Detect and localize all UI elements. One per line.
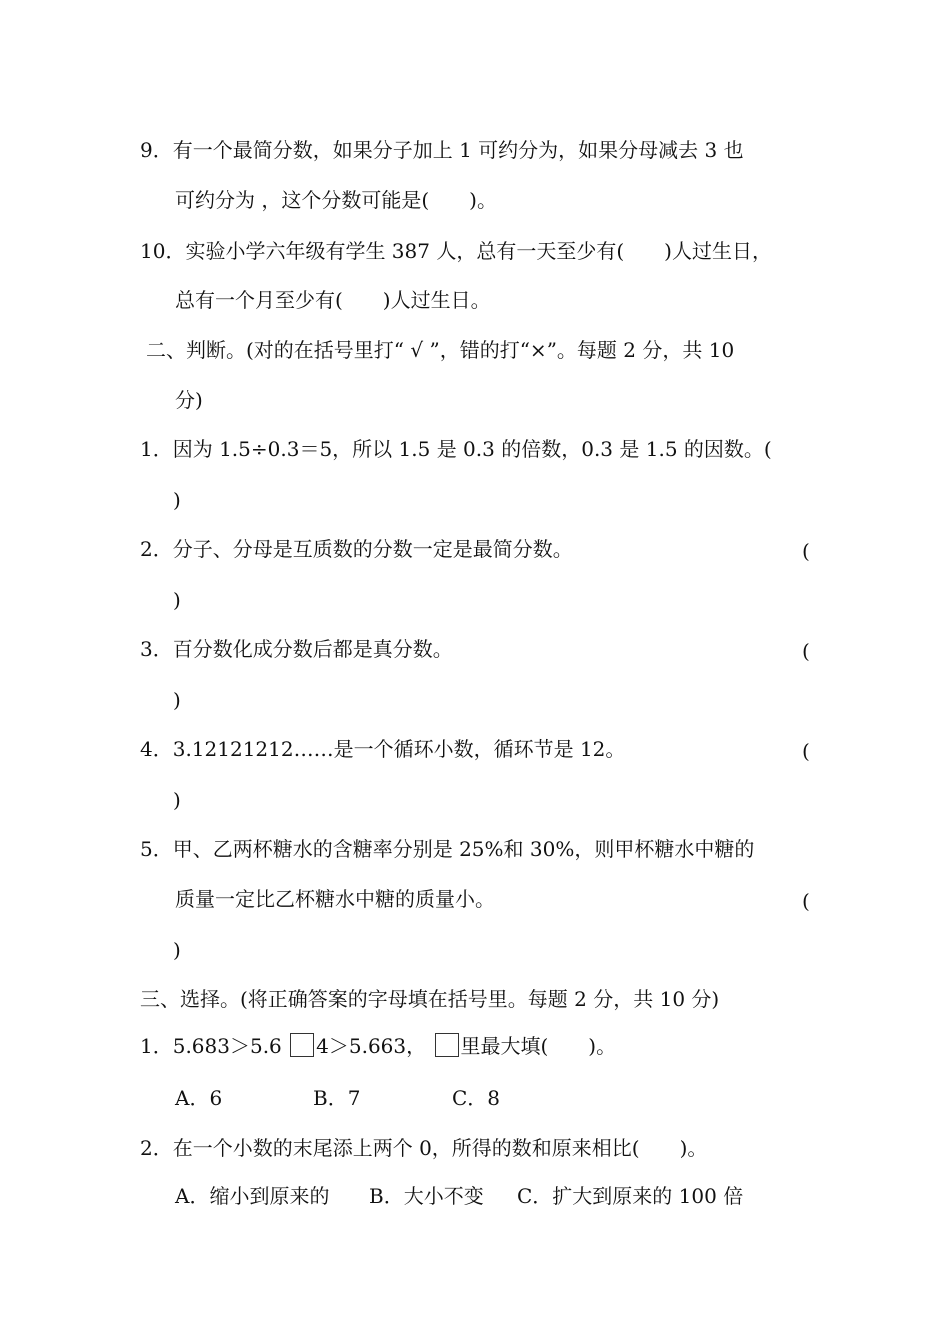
blank-box <box>290 1033 314 1057</box>
choice-q2-option-c: C．扩大到原来的 100 倍 <box>517 1184 744 1208</box>
choice-q2: 2．在一个小数的末尾添上两个 0，所得的数和原来相比( )。 <box>140 1136 708 1160</box>
choice-q1 <box>140 1033 616 1059</box>
judge-item-4-close: ) <box>173 788 181 812</box>
judge-item-5-open: ( <box>802 889 810 913</box>
section2-title-line1: 二、判断。(对的在括号里打“ √ ”，错的打“×”。每题 2 分，共 10 <box>146 338 735 362</box>
q9-line1: 9．有一个最简分数，如果分子加上 1 可约分为，如果分母减去 3 也 <box>140 138 744 162</box>
choice-q1-option-a: A．6 <box>175 1086 223 1110</box>
judge-item-3: 3．百分数化成分数后都是真分数。 <box>140 637 453 661</box>
choice-q1-part-b: 4＞5.663， <box>316 1034 427 1058</box>
choice-q1-part-c: 里最大填( )。 <box>460 1034 617 1058</box>
choice-q2-option-a: A．缩小到原来的 <box>175 1184 330 1208</box>
blank-box <box>435 1033 459 1057</box>
judge-item-5-close: ) <box>173 938 181 962</box>
judge-item-5: 5．甲、乙两杯糖水的含糖率分别是 25%和 30%，则甲杯糖水中糖的 <box>140 837 755 861</box>
q10-line1: 10．实验小学六年级有学生 387 人，总有一天至少有( )人过生日， <box>140 239 772 263</box>
section3-title: 三、选择。(将正确答案的字母填在括号里。每题 2 分，共 10 分) <box>140 987 720 1011</box>
q10-line2: 总有一个月至少有( )人过生日。 <box>175 288 491 312</box>
judge-item-2: 2．分子、分母是互质数的分数一定是最简分数。 <box>140 537 573 561</box>
choice-q1-option-b: B．7 <box>313 1086 361 1110</box>
choice-q1-part-a: 1．5.683＞5.6 <box>140 1034 282 1058</box>
judge-item-2-close: ) <box>173 588 181 612</box>
judge-item-1-close: ) <box>173 488 181 512</box>
judge-item-4: 4．3.12121212……是一个循环小数，循环节是 12。 <box>140 737 626 761</box>
choice-q2-option-b: B．大小不变 <box>369 1184 484 1208</box>
judge-item-4-open: ( <box>802 739 810 763</box>
judge-item-3-open: ( <box>802 639 810 663</box>
q9-line2: 可约分为 ，这个分数可能是( )。 <box>175 188 497 212</box>
judge-item-5-line2: 质量一定比乙杯糖水中糖的质量小。 <box>175 887 495 911</box>
judge-item-3-close: ) <box>173 688 181 712</box>
section2-title-line2: 分) <box>175 388 203 412</box>
judge-item-2-open: ( <box>802 539 810 563</box>
choice-q1-option-c: C．8 <box>452 1086 501 1110</box>
judge-item-1: 1．因为 1.5÷0.3＝5，所以 1.5 是 0.3 的倍数，0.3 是 1.5 的因数。( <box>140 437 772 461</box>
